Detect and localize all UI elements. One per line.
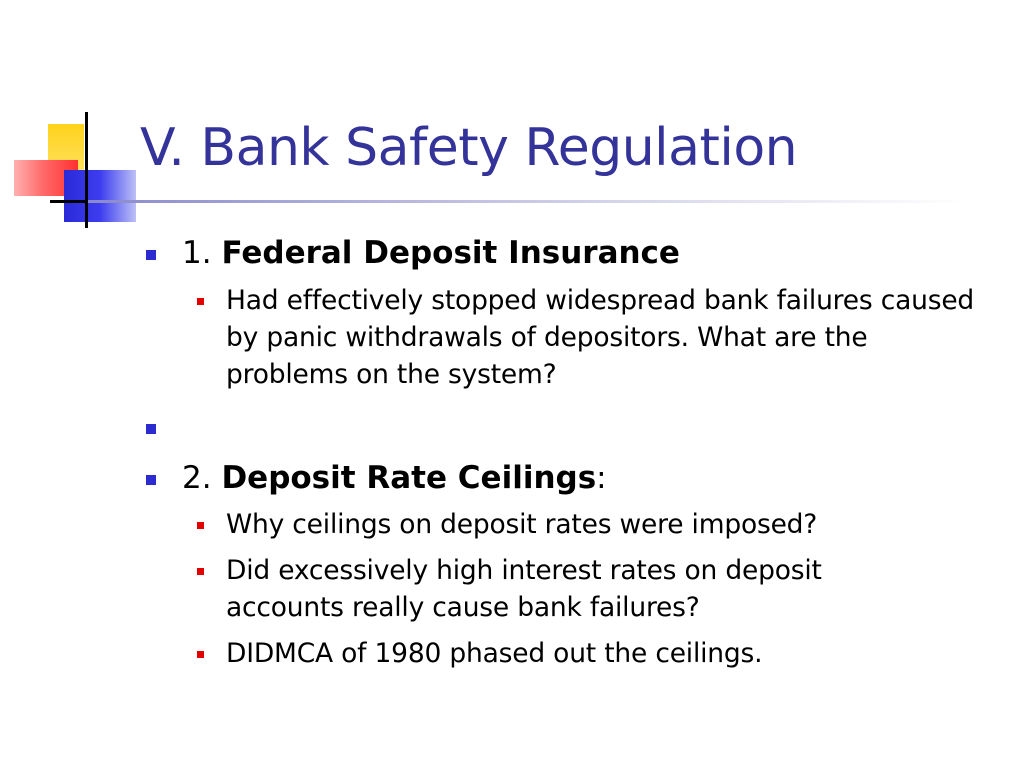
sub-item-2-1: Why ceilings on deposit rates were imposed? xyxy=(226,509,818,540)
color-squares-logo-icon xyxy=(0,0,150,240)
bullet-item-1-heading: Federal Deposit Insurance xyxy=(221,235,680,271)
bullet-item-1-number: 1. xyxy=(182,235,212,271)
slide-title: V. Bank Safety Regulation xyxy=(140,118,798,178)
bullet-item-2-number: 2. xyxy=(182,460,212,496)
bullet-item-1 xyxy=(182,235,680,271)
title-underline xyxy=(88,200,968,203)
square-bullet-blue-icon xyxy=(146,475,156,485)
bullet-item-2 xyxy=(182,460,607,496)
square-bullet-red-icon xyxy=(197,651,204,658)
square-bullet-blue-icon xyxy=(146,424,156,434)
logo-blue-square xyxy=(64,170,136,222)
logo-vertical-line xyxy=(85,112,88,228)
bullet-item-2-heading: Deposit Rate Ceilings xyxy=(221,460,597,496)
sub-item-2-3: DIDMCA of 1980 phased out the ceilings. xyxy=(226,638,763,669)
sub-item-1-1: Had effectively stopped widespread bank failures caused by panic withdrawals of depositors. What are the problems on the system? xyxy=(226,285,975,390)
sub-item-2-2: Did excessively high interest rates on deposit accounts really cause bank failures? xyxy=(226,555,822,623)
square-bullet-blue-icon xyxy=(146,250,156,260)
square-bullet-red-icon xyxy=(197,568,204,575)
square-bullet-red-icon xyxy=(197,522,204,529)
square-bullet-red-icon xyxy=(197,298,204,305)
bullet-item-2-suffix: : xyxy=(596,460,607,496)
